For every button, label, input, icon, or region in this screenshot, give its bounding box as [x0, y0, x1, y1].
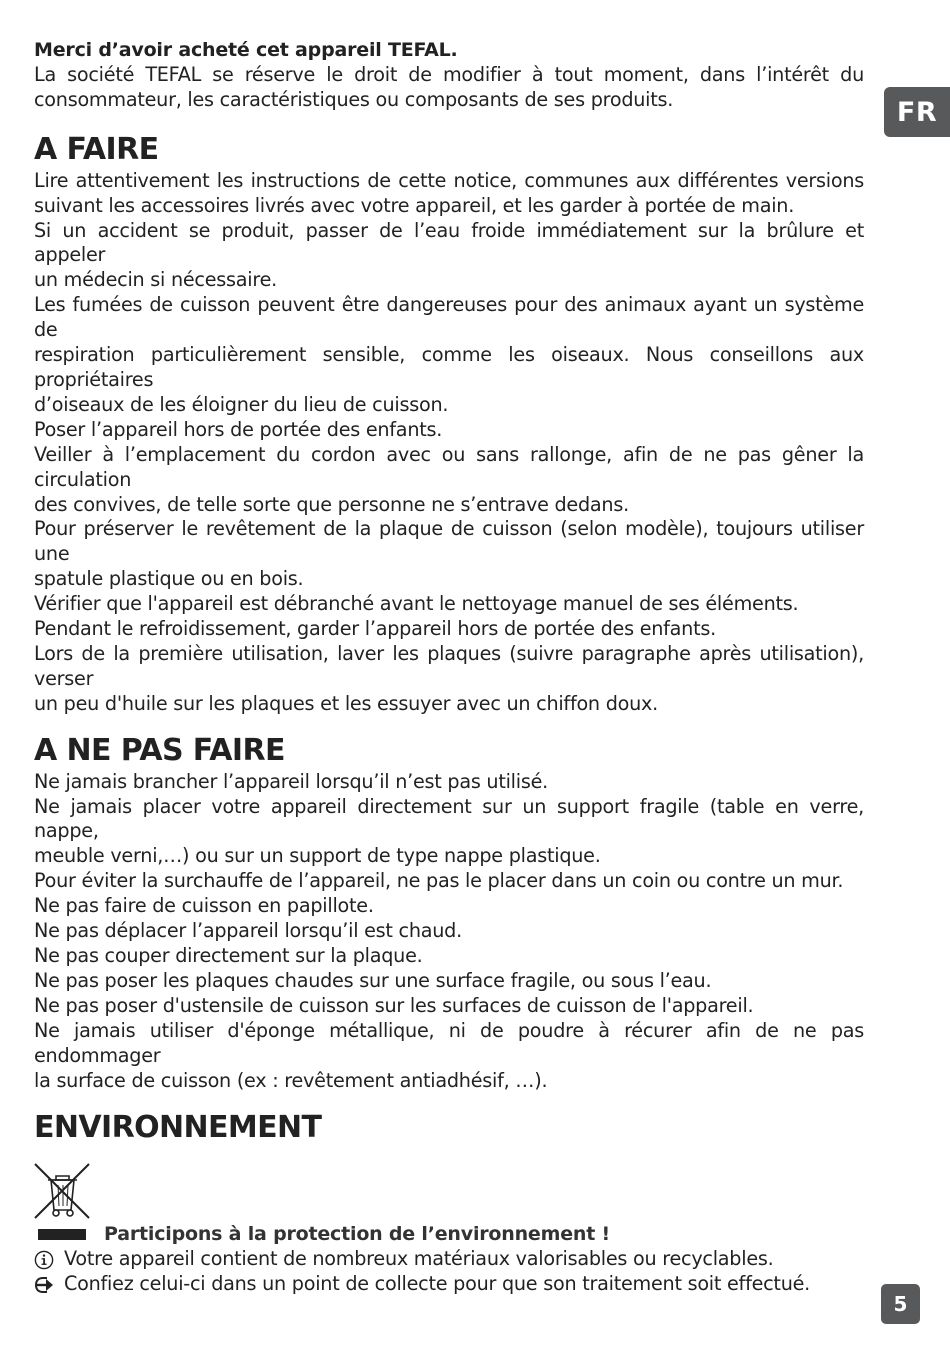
arrow-right-icon [34, 1272, 64, 1297]
a-ne-pas-faire-line: meuble verni,…) ou sur un support de type nappe plastique. [34, 844, 601, 868]
a-ne-pas-faire-line: Ne pas faire de cuisson en papillote. [34, 894, 374, 918]
a-faire-line: Si un accident se produit, passer de l’eau froide immédiatement sur la brûlure et appeler [34, 218, 864, 267]
info-circle-icon [34, 1247, 64, 1272]
a-ne-pas-faire-line: Ne jamais utiliser d'éponge métallique, ni de poudre à récurer afin de ne pas endommager [34, 1018, 864, 1067]
notice-page [34, 38, 864, 1297]
environnement-bullet [34, 1247, 864, 1272]
language-tab: FR [884, 87, 950, 137]
a-ne-pas-faire-line: Ne pas déplacer l’appareil lorsqu’il est chaud. [34, 919, 462, 943]
a-faire-line: d’oiseaux de les éloigner du lieu de cuisson. [34, 392, 449, 416]
a-ne-pas-faire-line: Ne pas poser les plaques chaudes sur une surface fragile, ou sous l’eau. [34, 968, 712, 992]
a-ne-pas-faire-line: Ne pas couper directement sur la plaque. [34, 944, 423, 967]
a-faire-line: respiration particulièrement sensible, comme les oiseaux. Nous conseillons aux propriétaires [34, 343, 864, 391]
crossed-out-wheelie-bin-icon [34, 1162, 90, 1220]
a-faire-line: Poser l’appareil hors de portée des enfants. [34, 417, 443, 441]
a-ne-pas-faire-line: Ne pas poser d'ustensile de cuisson sur les surfaces de cuisson de l'appareil. [34, 993, 754, 1017]
a-faire-line: spatule plastique ou en bois. [34, 567, 304, 591]
intro-line: consommateur, les caractéristiques ou composants de ses produits. [34, 87, 674, 111]
environnement-bullet [34, 1272, 864, 1297]
a-faire-line: Vérifier que l'appareil est débranché avant le nettoyage manuel de ses éléments. [34, 592, 799, 616]
environnement-subheading: Participons à la protection de l’environnement ! [104, 1223, 610, 1246]
a-faire-heading: A FAIRE [34, 131, 159, 167]
a-ne-pas-faire-heading: A NE PAS FAIRE [34, 732, 285, 768]
a-faire-section [34, 169, 864, 717]
environnement-subheading-row [34, 1222, 864, 1247]
a-faire-line: Lors de la première utilisation, laver les plaques (suivre paragraphe après utilisation), verser [34, 641, 864, 690]
page-number: 5 [881, 1284, 920, 1324]
a-ne-pas-faire-line: Pour éviter la surchauffe de l’appareil, ne pas le placer dans un coin ou contre un mur. [34, 869, 844, 893]
a-faire-line: Pendant le refroidissement, garder l’appareil hors de portée des enfants. [34, 617, 716, 641]
a-faire-line: Lire attentivement les instructions de cette notice, communes aux différentes versions [34, 168, 864, 192]
a-faire-line: Pour préserver le revêtement de la plaque de cuisson (selon modèle), toujours utiliser une [34, 517, 864, 566]
a-ne-pas-faire-line: Ne jamais brancher l’appareil lorsqu’il n’est pas utilisé. [34, 769, 548, 793]
a-faire-line: un peu d'huile sur les plaques et les essuyer avec un chiffon doux. [34, 691, 658, 715]
a-faire-line: un médecin si nécessaire. [34, 268, 277, 292]
intro-line: La société TEFAL se réserve le droit de modifier à tout moment, dans l’intérêt du [34, 62, 864, 86]
a-ne-pas-faire-line: Ne jamais placer votre appareil directement sur un support fragile (table en verre, nappe, [34, 794, 864, 843]
a-faire-line: Veiller à l’emplacement du cordon avec ou sans rallonge, afin de ne pas gêner la circulation [34, 442, 864, 491]
environnement-heading: ENVIRONNEMENT [34, 1110, 322, 1146]
environnement-bullet-text: Votre appareil contient de nombreux matériaux valorisables ou recyclables. [64, 1247, 774, 1271]
environnement-bullet-text: Confiez celui-ci dans un point de collecte pour que son traitement soit effectué. [64, 1272, 811, 1296]
a-faire-line: des convives, de telle sorte que personne ne s’entrave dedans. [34, 492, 629, 516]
a-faire-line: Les fumées de cuisson peuvent être dangereuses pour des animaux ayant un système de [34, 293, 864, 342]
a-ne-pas-faire-section [34, 770, 864, 1094]
section-bar [38, 1229, 86, 1240]
a-ne-pas-faire-line: la surface de cuisson (ex : revêtement antiadhésif, …). [34, 1068, 548, 1092]
a-faire-line: suivant les accessoires livrés avec votre appareil, et les garder à portée de main. [34, 193, 795, 217]
intro-title: Merci d’avoir acheté cet appareil TEFAL. [34, 39, 458, 61]
